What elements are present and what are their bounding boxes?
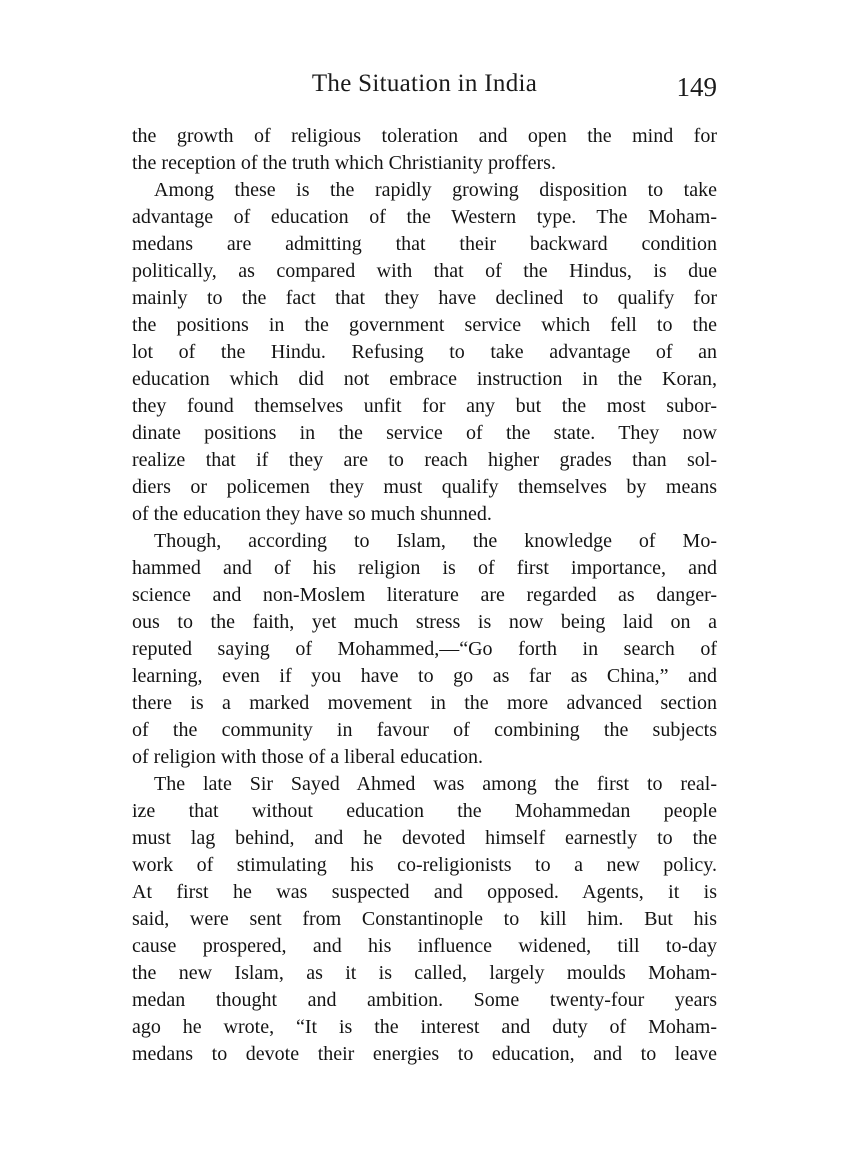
- text-line: hammed and of his religion is of first importance, and: [132, 557, 717, 579]
- text-line: diers or policemen they must qualify themselves by means: [132, 476, 717, 498]
- text-line: ize that without education the Mohammedan people: [132, 800, 717, 822]
- text-line: the reception of the truth which Christianity proffers.: [132, 152, 556, 174]
- text-line: realize that if they are to reach higher grades than sol-: [132, 449, 717, 471]
- text-line: of the education they have so much shunned.: [132, 503, 492, 525]
- text-line: dinate positions in the service of the state. They now: [132, 422, 717, 444]
- text-line: work of stimulating his co-religionists to a new policy.: [132, 854, 717, 876]
- text-line: the growth of religious toleration and open the mind for: [132, 125, 717, 147]
- text-line: said, were sent from Constantinople to kill him. But his: [132, 908, 717, 930]
- text-line: of the community in favour of combining the subjects: [132, 719, 717, 741]
- text-line: they found themselves unfit for any but the most subor-: [132, 395, 717, 417]
- page-number: 149: [676, 72, 717, 102]
- text-line: ous to the faith, yet much stress is now being laid on a: [132, 611, 717, 633]
- text-line: Among these is the rapidly growing disposition to take: [154, 179, 717, 201]
- text-line: of religion with those of a liberal education.: [132, 746, 484, 768]
- text-line: ago he wrote, “It is the interest and duty of Moham-: [132, 1016, 717, 1038]
- text-line: Though, according to Islam, the knowledge of Mo-: [154, 530, 717, 552]
- text-line: the positions in the government service which fell to the: [132, 314, 717, 336]
- text-line: medans are admitting that their backward condition: [132, 233, 717, 255]
- text-line: medan thought and ambition. Some twenty-four years: [132, 989, 717, 1011]
- text-line: mainly to the fact that they have declined to qualify for: [132, 287, 717, 309]
- text-line: must lag behind, and he devoted himself earnestly to the: [132, 827, 717, 849]
- text-line: cause prospered, and his influence widened, till to-day: [132, 935, 717, 957]
- text-line: lot of the Hindu. Refusing to take advantage of an: [132, 341, 717, 363]
- text-line: politically, as compared with that of the Hindus, is due: [132, 260, 717, 282]
- text-line: science and non-Moslem literature are regarded as danger-: [132, 584, 717, 606]
- running-head: [132, 70, 717, 104]
- body-text: [132, 123, 717, 1068]
- text-line: there is a marked movement in the more advanced section: [132, 692, 717, 714]
- text-line: advantage of education of the Western type. The Moham-: [132, 206, 717, 228]
- text-line: The late Sir Sayed Ahmed was among the first to real-: [154, 773, 717, 795]
- text-line: At first he was suspected and opposed. Agents, it is: [132, 881, 717, 903]
- text-line: learning, even if you have to go as far as China,” and: [132, 665, 717, 687]
- running-title: The Situation in India: [311, 70, 538, 97]
- text-line: reputed saying of Mohammed,—“Go forth in search of: [132, 638, 717, 660]
- text-line: medans to devote their energies to education, and to leave: [132, 1043, 717, 1065]
- text-line: education which did not embrace instruction in the Koran,: [132, 368, 717, 390]
- text-line: the new Islam, as it is called, largely moulds Moham-: [132, 962, 717, 984]
